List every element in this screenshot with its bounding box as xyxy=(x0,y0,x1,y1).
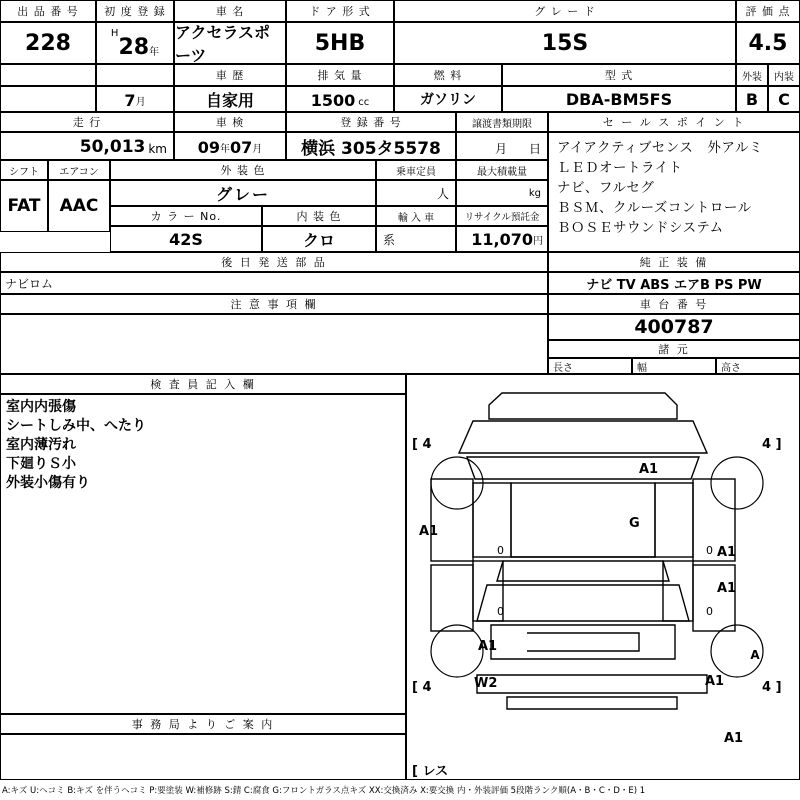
lot-number-label: 出 品 番 号 xyxy=(0,0,96,22)
tyre-bracket-rear-left: [ 4 xyxy=(412,680,432,695)
tyre-bracket-front-left: [ 4 xyxy=(412,437,432,452)
caution-title: 注 意 事 項 欄 xyxy=(0,294,548,314)
spare-tyre-label: [ レス xyxy=(412,764,449,779)
damage-label-a1-hood: A1 xyxy=(639,462,659,477)
sales-point-line: ナビ、フルセグ xyxy=(557,180,655,196)
later-parts-value: ナビロム xyxy=(0,272,548,294)
office-notice-body xyxy=(0,734,406,780)
inspector-note-line: 下廻りＳ小 xyxy=(6,456,76,472)
empty-cell-left xyxy=(0,64,96,86)
exterior-grade-label: 外装 xyxy=(736,64,768,86)
max-load-label: 最大積載量 xyxy=(456,160,548,180)
exterior-color-value: グレー xyxy=(110,180,376,206)
vehicle-diagram-panel xyxy=(406,374,800,780)
model-name-label: 車 名 xyxy=(174,0,286,22)
first-registration-label: 初 度 登 録 xyxy=(96,0,174,22)
equipment-items: ナビ TV ABS エアB PS PW xyxy=(548,272,800,294)
inspector-notes-body xyxy=(0,394,406,714)
office-notice-title: 事 務 局 よ り ご 案 内 xyxy=(0,714,406,734)
import-value: 系 xyxy=(376,226,456,252)
fuel-value: ガソリン xyxy=(394,86,502,112)
inspector-note-line: 室内内張傷 xyxy=(6,399,76,415)
grade-label: グ レ ー ド xyxy=(394,0,736,22)
color-number-value: 42S xyxy=(110,226,262,252)
chassis-number-title: 車 台 番 号 xyxy=(548,294,800,314)
damage-label-w2-rear-left: W2 xyxy=(474,676,498,691)
damage-label-a1-left-front: A1 xyxy=(419,524,439,539)
length-label: 長さ xyxy=(548,358,632,374)
sales-point-line: ＬＥＤオートライト xyxy=(557,160,683,176)
aircon-value: AAC xyxy=(48,180,110,232)
shift-value: FAT xyxy=(0,180,48,232)
later-parts-title: 後 日 発 送 部 品 xyxy=(0,252,548,272)
inspector-note-line: 外装小傷有り xyxy=(6,475,90,491)
type-label: 型 式 xyxy=(502,64,736,86)
sales-point-title: セ ー ル ス ポ イ ン ト xyxy=(548,112,800,132)
wheel-mark-a: A xyxy=(750,648,760,662)
transfer-deadline-value: 月 日 xyxy=(456,132,548,160)
inspector-note-line: 室内薄汚れ xyxy=(6,437,76,453)
fuel-label: 燃 料 xyxy=(394,64,502,86)
score-value: 4.5 xyxy=(736,22,800,64)
damage-label-a1-bumper: A1 xyxy=(724,731,744,746)
first-registration-month: 7 月 xyxy=(96,86,174,112)
interior-grade-label: 内装 xyxy=(768,64,800,86)
damage-label-a1-left-rear: A1 xyxy=(478,639,498,654)
chassis-number-value: 400787 xyxy=(548,314,800,340)
width-label: 幅 xyxy=(632,358,716,374)
damage-label-a1-right-rear: A1 xyxy=(717,581,737,596)
empty-cell-left-2 xyxy=(0,86,96,112)
exterior-grade-value: B xyxy=(736,86,768,112)
damage-label-zero-1: 0 xyxy=(497,544,504,557)
max-load-value: kg xyxy=(456,180,548,206)
shaken-value: 09 年 07 月 xyxy=(174,132,286,160)
vehicle-diagram-svg xyxy=(407,375,799,779)
shaken-label: 車 検 xyxy=(174,112,286,132)
exterior-color-label: 外 装 色 xyxy=(110,160,376,180)
first-registration-value: H 28 年 xyxy=(96,22,174,64)
door-type-label: ド ア 形 式 xyxy=(286,0,394,22)
mileage-value: 50,013 km xyxy=(0,132,174,160)
empty-cell-reg xyxy=(96,64,174,86)
door-type-value: 5HB xyxy=(286,22,394,64)
damage-label-a1-rear-right: A1 xyxy=(705,674,725,689)
recycle-deposit-label: リサイクル預託金 xyxy=(456,206,548,226)
type-value: DBA-BM5FS xyxy=(502,86,736,112)
sales-point-line: ＢＳＭ、クルーズコントロール xyxy=(557,200,752,216)
height-label: 高さ xyxy=(716,358,800,374)
displacement-label: 排 気 量 xyxy=(286,64,394,86)
interior-color-value: クロ xyxy=(262,226,376,252)
damage-label-zero-2: 0 xyxy=(497,605,504,618)
recycle-deposit-value: 11,070 円 xyxy=(456,226,548,252)
sales-point-line: アイアクティブセンス 外アルミ xyxy=(557,140,763,156)
history-value: 自家用 xyxy=(174,86,286,112)
tyre-bracket-front-right: 4 ] xyxy=(762,437,782,452)
score-label: 評 価 点 xyxy=(736,0,800,22)
seating-capacity-value: 人 xyxy=(376,180,456,206)
damage-label-g-windshield: G xyxy=(629,516,640,531)
tyre-bracket-rear-right: 4 ] xyxy=(762,680,782,695)
lot-number-value: 228 xyxy=(0,22,96,64)
mileage-label: 走 行 xyxy=(0,112,174,132)
import-label: 輸 入 車 xyxy=(376,206,456,226)
inspector-note-line: シートしみ中、へたり xyxy=(6,418,146,434)
history-label: 車 歴 xyxy=(174,64,286,86)
interior-color-label: 内 装 色 xyxy=(262,206,376,226)
displacement-value: 1500 cc xyxy=(286,86,394,112)
equipment-title: 純 正 装 備 xyxy=(548,252,800,272)
transfer-deadline-label: 譲渡書類期限 xyxy=(456,112,548,132)
damage-label-zero-4: 0 xyxy=(706,605,713,618)
dimensions-title: 諸 元 xyxy=(548,340,800,358)
legend-text: A:キズ U:ヘコミ B:キズ を伴うヘコミ P:要塗装 W:補修跡 S:錆 C:腐食 G:フロントガラス点キズ XX:交換済み X:要交換 内・外装評価 5段階ランク順(A・B・C・D・E) 1 xyxy=(2,786,646,796)
grade-value: 15S xyxy=(394,22,736,64)
aircon-label: エアコン xyxy=(48,160,110,180)
seating-capacity-label: 乗車定員 xyxy=(376,160,456,180)
color-number-label: カ ラ ー No. xyxy=(110,206,262,226)
inspector-notes-title: 検 査 員 記 入 欄 xyxy=(0,374,406,394)
damage-label-zero-3: 0 xyxy=(706,544,713,557)
caution-body xyxy=(0,314,548,374)
model-name-value: アクセラスポーツ xyxy=(174,22,286,64)
registration-number-value: 横浜 305タ5578 xyxy=(286,132,456,160)
damage-label-a1-right-front: A1 xyxy=(717,545,737,560)
shift-label: シフト xyxy=(0,160,48,180)
interior-grade-value: C xyxy=(768,86,800,112)
sales-point-list xyxy=(548,132,800,252)
sales-point-line: ＢＯＳＥサウンドシステム xyxy=(557,220,724,236)
registration-number-label: 登 録 番 号 xyxy=(286,112,456,132)
